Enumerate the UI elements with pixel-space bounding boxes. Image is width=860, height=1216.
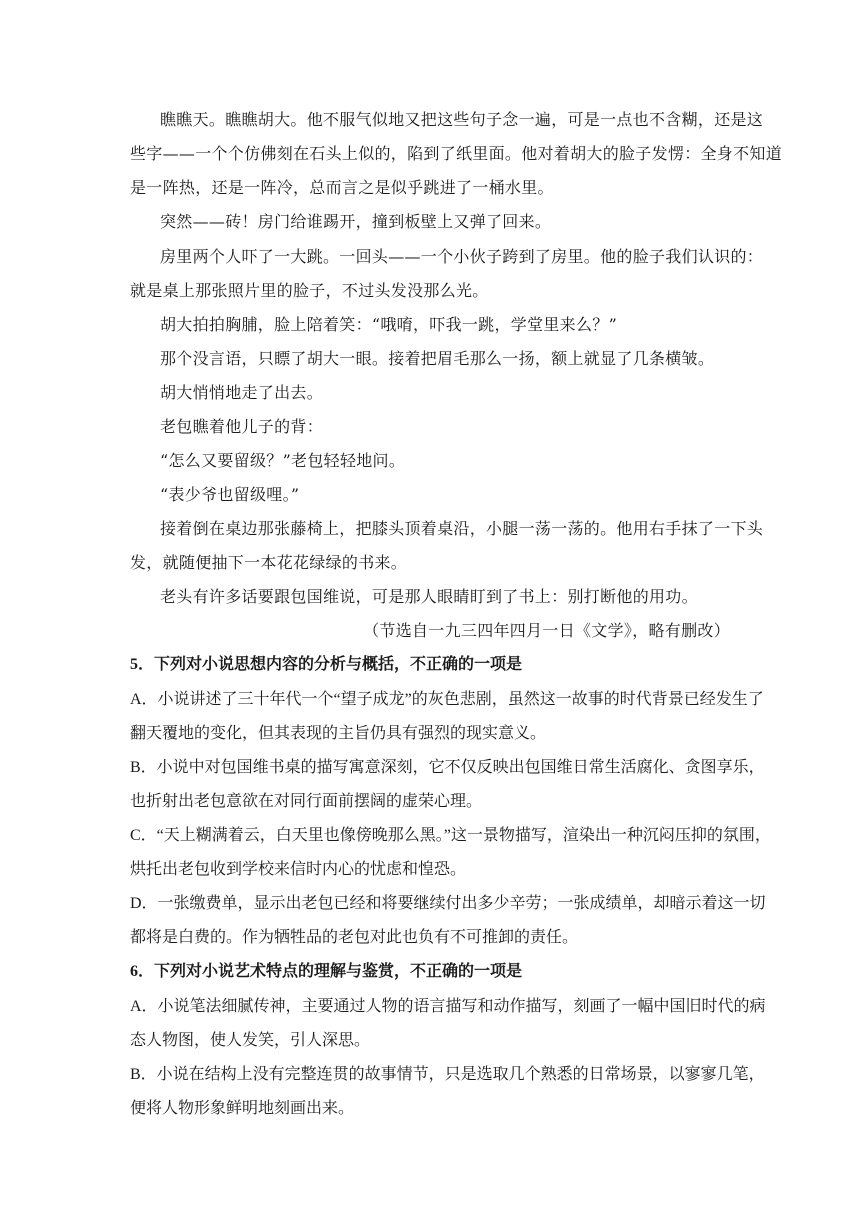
- option-line: B．小说在结构上没有完整连贯的故事情节，只是选取几个熟悉的日常场景，以寥寥几笔，: [130, 1066, 765, 1083]
- option-line: 都将是白费的。作为牺牲品的老包对此也负有不可推卸的责任。: [130, 929, 579, 946]
- question-stem: [130, 955, 730, 989]
- option-line: 态人物图，使人发笑，引人深思。: [130, 1032, 371, 1049]
- passage-line: 胡大悄悄地走了出去。: [160, 383, 324, 402]
- option-line: 烘托出老包收到学校来信时内心的忧虑和惶恐。: [130, 861, 467, 878]
- question-stem: [130, 648, 730, 682]
- option-line: A．小说笔法细腻传神，主要通过人物的语言描写和动作描写，刻画了一幅中国旧时代的病: [130, 998, 766, 1015]
- option-line: 翻天覆地的变化，但其表现的主旨仍具有强烈的现实意义。: [130, 725, 547, 742]
- passage-line: 房里两个人吓了一大跳。一回头——一个小伙子跨到了房里。他的脸子我们认识的：: [160, 247, 764, 266]
- option-line: B．小说中对包国维书桌的描写寓意深刻，它不仅反映出包国维日常生活腐化、贪图享乐，: [130, 759, 765, 776]
- passage-line: 接着倒在桌边那张藤椅上，把膝头顶着桌沿，小腿一荡一荡的。他用右手抹了一下头: [160, 519, 764, 538]
- option-line: C．“天上糊满着云，白天里也像傍晚那么黑。”这一景物描写，渲染出一种沉闷压抑的氛围，: [130, 827, 771, 844]
- passage-line: “表少爷也留级哩。”: [160, 485, 300, 504]
- option-line: 也折射出老包意欲在对同行面前摆阔的虚荣心理。: [130, 793, 483, 810]
- passage-line: 是一阵热，还是一阵冷，总而言之是似乎跳进了一桶水里。: [130, 178, 554, 197]
- passage-line: “怎么又要留级？”老包轻轻地问。: [160, 451, 406, 470]
- option-line: A．小说讲述了三十年代一个“望子成龙”的灰色悲剧，虽然这一故事的时代背景已经发生了: [130, 691, 764, 708]
- option-line: 便将人物形象鲜明地刻画出来。: [130, 1100, 355, 1117]
- passage-line: 就是桌上那张照片里的脸子，不过头发没那么光。: [130, 281, 489, 300]
- passage-line: 发，就随便抽下一本花花绿绿的书来。: [130, 553, 408, 572]
- question-6-stem: 6．下列对小说艺术特点的理解与鉴赏，不正确的一项是: [130, 963, 523, 980]
- passage-line: 老头有许多话要跟包国维说，可是那人眼睛盯到了书上：别打断他的用功。: [160, 587, 698, 606]
- passage-line: 那个没言语，只瞟了胡大一眼。接着把眉毛那么一扬，额上就显了几条横皱。: [160, 349, 715, 368]
- question-5-stem: 5．下列对小说思想内容的分析与概括，不正确的一项是: [130, 656, 523, 673]
- passage-line: 瞧瞧天。瞧瞧胡大。他不服气似地又把这些句子念一遍，可是一点也不含糊，还是这: [160, 110, 764, 129]
- source-note: （节选自一九三四年四月一日《文学》，略有删改）: [363, 621, 730, 640]
- passage-line: 些字——一个个仿佛刻在石头上似的，陷到了纸里面。他对着胡大的脸子发愣：全身不知道: [130, 144, 783, 163]
- option-line: D．一张缴费单，显示出老包已经和将要继续付出多少辛劳；一张成绩单，却暗示着这一切: [130, 895, 766, 912]
- passage-line: 老包瞧着他儿子的背：: [160, 417, 324, 436]
- passage-line: 突然——砖！房门给谁踢开，撞到板壁上又弹了回来。: [160, 212, 552, 231]
- passage-line: 胡大拍拍胸脯，脸上陪着笑：“哦唷，吓我一跳，学堂里来么？”: [160, 315, 618, 334]
